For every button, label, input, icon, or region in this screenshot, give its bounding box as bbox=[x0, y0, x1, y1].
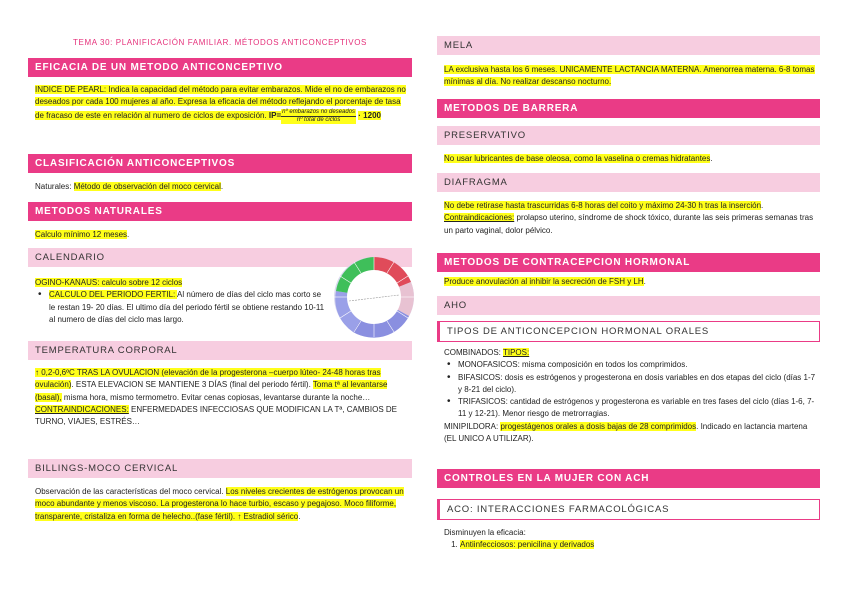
heading-diafragma: DIAFRAGMA bbox=[437, 173, 820, 192]
diafragma-description: No debe retirase hasta trascurridas 6-8 horas del coito y máximo 24-30 h tras la inserción bbox=[444, 201, 762, 210]
eficacia-text bbox=[35, 84, 407, 124]
orales-item-key: BIFASICOS: bbox=[458, 372, 503, 382]
ogino-label: OGINO-KANAUS: calculo sobre 12 ciclos bbox=[35, 278, 183, 287]
cycle-wheel-image bbox=[333, 256, 415, 338]
pearl-index-description: Indica la capacidad del método para evitar embarazos. Mide el no de embarazos no deseados por cada 100 mujeres al año. Expresa la eficacia del método reflejando el porcentaje de tasa de fracaso de este en relación al numero de ciclos de exposición. bbox=[35, 85, 406, 121]
heading-billings: BILLINGS-MOCO CERVICAL bbox=[28, 459, 412, 478]
hormonal-description: Produce anovulación al inhibir la secreción de FSH y LH bbox=[444, 277, 644, 286]
temperatura-contraindications-label: CONTRAINDICACIONES: bbox=[35, 404, 129, 414]
orales-item-key: MONOFASICOS: bbox=[458, 360, 520, 370]
ip-multiplier: · 1200 bbox=[358, 111, 381, 121]
aco-item: Antiinfecciosos: penicilina y derivados bbox=[460, 540, 595, 550]
periodo-fertil-label: CALCULO DEL PERIODO FERTIL: bbox=[49, 290, 178, 300]
clasificacion-text bbox=[35, 181, 407, 193]
document-title: TEMA 30: PLANIFICACIÓN FAMILIAR. MÉTODOS ANTICONCEPTIVOS bbox=[73, 38, 367, 47]
minipildora-description: progestágenos orales a dosis bajas de 28 comprimidos bbox=[500, 421, 697, 431]
clasificacion-method: Método de observación del moco cervical bbox=[73, 182, 221, 191]
clasificacion-period: . bbox=[220, 182, 224, 191]
clasificacion-label: Naturales: bbox=[35, 182, 74, 191]
list-item bbox=[460, 539, 816, 551]
billings-period: . bbox=[298, 511, 301, 521]
temperatura-text bbox=[35, 367, 407, 428]
orales-item-value: dosis es estrógenos y progesterona en dosis variables en dos etapas del ciclo (días 1-7 y 8-21 del ciclo). bbox=[458, 372, 816, 394]
mela-text bbox=[444, 64, 816, 89]
heading-hormonal: METODOS DE CONTRACEPCION HORMONAL bbox=[437, 253, 820, 272]
diafragma-contraindications: prolapso uterino, síndrome de shock tóxico, durante las seis primeras semanas tras un parto vaginal, dolor pélvico. bbox=[444, 213, 814, 235]
orales-item-value: cantidad de estrógenos y progesterona es variable en tres fases del ciclo (días 1-6, 7-11 y 12-21). Menor riesgo de metrorragias. bbox=[458, 397, 815, 419]
tipos-label: TIPOS: bbox=[502, 348, 530, 357]
heading-mela: MELA bbox=[437, 36, 820, 55]
aco-subtitle: Disminuyen la eficacia: bbox=[444, 528, 526, 537]
billings-intro: Observación de las características del moco cervical. bbox=[35, 487, 226, 496]
periodo-fertil-text: Al número de días del ciclo mas corto se le restan 19- 20 días. El ultimo día del periodo fértil se obtiene restando 10-11 al numero de días del ciclo mas largo. bbox=[49, 290, 325, 324]
diafragma-sep: . bbox=[761, 201, 764, 210]
heading-naturales: METODOS NATURALES bbox=[28, 202, 412, 221]
wheel-center bbox=[347, 270, 401, 324]
temperatura-rise: ↑ 0,2-0,6ºC TRAS LA OVULACION (elevación de la progesterona –cuerpo lúteo- 24-48 horas tras ovulación) bbox=[35, 368, 381, 390]
minipildora-indication: . Indicado en lactancia martena (EL UNICO A UTILIZAR). bbox=[444, 421, 808, 444]
preservativo-description: No usar lubricantes de base oleosa, como la vaselina o cremas hidratantes bbox=[444, 154, 711, 163]
mela-description: LA exclusiva hasta los 6 meses. UNICAMENTE LACTANCIA MATERNA. Amenorrea materna. 6-8 tomas mínimas al día. No realizar descanso nocturno. bbox=[444, 65, 815, 87]
list-item bbox=[458, 372, 816, 397]
pearl-index-label: INDICE DE PEARL: bbox=[35, 85, 107, 94]
list-item bbox=[458, 396, 816, 421]
naturales-minimum: Calculo mínimo 12 meses bbox=[35, 230, 128, 239]
preservativo-period: . bbox=[710, 154, 713, 163]
ip-fraction bbox=[281, 109, 356, 124]
billings-text bbox=[35, 486, 407, 523]
heading-preservativo: PRESERVATIVO bbox=[437, 126, 820, 145]
hormonal-period: . bbox=[643, 277, 646, 286]
heading-controles: CONTROLES EN LA MUJER CON ACH bbox=[437, 469, 820, 488]
minipildora-label: MINIPILDORA: bbox=[444, 421, 501, 431]
preservativo-text bbox=[444, 153, 816, 165]
heading-barrera: METODOS DE BARRERA bbox=[437, 99, 820, 118]
heading-orales: TIPOS DE ANTICONCEPCION HORMONAL ORALES bbox=[437, 321, 820, 342]
temperatura-measure: Toma tª al levantarse (basal), bbox=[35, 380, 388, 402]
ip-label: IP= bbox=[268, 111, 282, 121]
temperatura-contraindications: ENFERMEDADES INFECCIOSAS QUE MODIFICAN LA Tª, CAMBIOS DE TURNO, VIAJES, ESTRÉS… bbox=[35, 404, 397, 427]
heading-clasificacion: CLASIFICACIÓN ANTICONCEPTIVOS bbox=[28, 154, 412, 173]
ip-fraction-numerator: nº embarazos no deseados bbox=[282, 108, 356, 115]
orales-text bbox=[444, 347, 816, 445]
ip-fraction-denominator: nº total de ciclos bbox=[296, 116, 341, 123]
naturales-period: . bbox=[127, 230, 130, 239]
heading-aho: AHO bbox=[437, 296, 820, 315]
list-item bbox=[458, 359, 816, 371]
combinados-label: COMBINADOS: bbox=[444, 348, 503, 357]
heading-eficacia: EFICACIA DE UN METODO ANTICONCEPTIVO bbox=[28, 58, 412, 77]
hormonal-text bbox=[444, 276, 816, 288]
temperatura-duration: . ESTA ELEVACION SE MANTIENE 3 DÍAS (final del periodo fértil). bbox=[71, 380, 313, 390]
calendario-text bbox=[35, 277, 325, 326]
billings-detail: Los niveles crecientes de estrógenos provocan un moco abundante y menos viscoso. La progesterona lo hace turbio, escaso y pegajoso. Moco filiforme, transparente, cristaliza en forma de helecho..(fase fértil). ↑ Estradiol sérico bbox=[35, 487, 404, 521]
heading-calendario: CALENDARIO bbox=[28, 248, 412, 267]
naturales-text bbox=[35, 229, 407, 241]
temperatura-instructions: misma hora, mismo termometro. Evitar cenas copiosas, levantarse durante la noche… bbox=[61, 392, 371, 402]
heading-aco: ACO: INTERACCIONES FARMACOLÓGICAS bbox=[437, 499, 820, 520]
heading-temperatura: TEMPERATURA CORPORAL bbox=[28, 341, 412, 360]
orales-item-value: misma composición en todos los comprimidos. bbox=[519, 360, 688, 370]
list-item bbox=[49, 289, 325, 326]
diafragma-text bbox=[444, 200, 816, 237]
diafragma-contraindications-label: Contraindicaciones: bbox=[444, 213, 515, 223]
orales-item-key: TRIFASICOS: bbox=[458, 397, 508, 407]
aco-text bbox=[444, 527, 816, 552]
